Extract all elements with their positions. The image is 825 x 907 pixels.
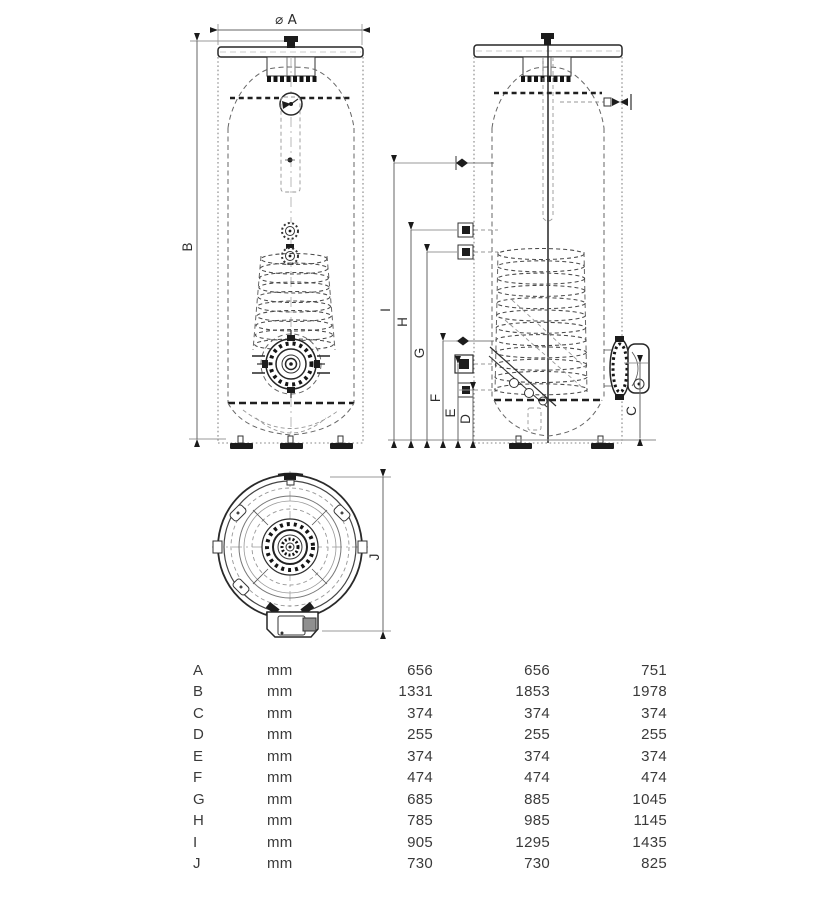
unit-label: mm — [267, 790, 293, 808]
top-flange — [262, 519, 318, 575]
dimension-j — [322, 477, 391, 631]
value-size3: 1145 — [633, 812, 667, 830]
value-size1: 685 — [407, 790, 433, 808]
value-size3: 374 — [641, 704, 667, 722]
side-dimensions — [378, 163, 656, 440]
dim-letter: B — [193, 683, 204, 701]
dim-label-i: I — [378, 308, 393, 312]
value-size1: 905 — [407, 833, 433, 851]
unit-label: mm — [267, 704, 293, 722]
value-size2: 656 — [524, 662, 550, 679]
value-size1: 1331 — [398, 683, 433, 701]
value-size2: 985 — [524, 812, 550, 830]
value-size1: 374 — [407, 704, 433, 722]
value-size3: 474 — [641, 769, 667, 787]
dimensions-table — [193, 660, 667, 874]
dim-letter: G — [193, 790, 205, 808]
top-view — [212, 471, 391, 637]
unit-label: mm — [267, 726, 293, 744]
side-bottom — [494, 400, 614, 449]
value-size3: 1978 — [632, 683, 667, 701]
value-size1: 785 — [407, 812, 433, 830]
top-lug-left — [229, 504, 247, 522]
dim-letter: C — [193, 704, 205, 722]
value-size2: 374 — [524, 747, 550, 765]
value-size2: 730 — [524, 854, 550, 872]
value-size2: 474 — [524, 769, 550, 787]
side-view — [378, 33, 656, 449]
dim-letter: H — [193, 812, 205, 830]
value-size1: 474 — [407, 769, 433, 787]
value-size3: 255 — [641, 726, 667, 744]
side-flange — [604, 336, 649, 400]
front-top-fitting — [267, 36, 317, 79]
unit-label: mm — [267, 812, 293, 830]
value-size1: 656 — [407, 662, 433, 679]
value-size2: 1853 — [515, 683, 550, 701]
value-size3: 825 — [641, 854, 667, 872]
front-view — [180, 12, 363, 449]
unit-label: mm — [267, 769, 293, 787]
value-size2: 255 — [524, 726, 550, 744]
dim-letter: I — [193, 833, 198, 851]
dim-label-j: J — [367, 553, 382, 561]
dim-letter: D — [193, 726, 205, 744]
front-flange — [252, 330, 330, 398]
value-size2: 1295 — [515, 833, 550, 851]
dim-label-b: B — [180, 242, 195, 252]
value-size1: 374 — [407, 747, 433, 765]
dim-label-f: F — [428, 393, 443, 403]
dim-letter: F — [193, 769, 203, 787]
dim-label-d: D — [458, 414, 473, 424]
unit-label: mm — [267, 747, 293, 765]
front-small-fittings — [282, 223, 298, 264]
side-coil — [489, 249, 587, 431]
value-size2: 885 — [524, 790, 550, 808]
side-right-port — [560, 94, 631, 110]
unit-label: mm — [267, 662, 293, 679]
dim-label-g: G — [412, 347, 427, 359]
value-size3: 1045 — [632, 790, 667, 808]
value-size3: 751 — [641, 662, 667, 679]
dim-label-c: C — [624, 406, 639, 416]
dim-letter: E — [193, 747, 204, 765]
unit-label: mm — [267, 683, 293, 701]
dim-label-a: ⌀ A — [275, 12, 297, 28]
value-size3: 1435 — [632, 833, 667, 851]
value-size2: 374 — [524, 704, 550, 722]
unit-label: mm — [267, 854, 293, 872]
value-size1: 255 — [407, 726, 433, 744]
value-size1: 730 — [407, 854, 433, 872]
top-lug-right — [333, 504, 351, 522]
unit-label: mm — [267, 833, 293, 851]
dim-label-h: H — [395, 317, 410, 327]
value-size3: 374 — [641, 747, 667, 765]
dim-label-e: E — [443, 408, 458, 418]
dim-letter: A — [193, 662, 204, 679]
dim-letter: J — [193, 854, 201, 872]
top-fitting — [278, 473, 303, 485]
junction-box — [266, 602, 318, 637]
